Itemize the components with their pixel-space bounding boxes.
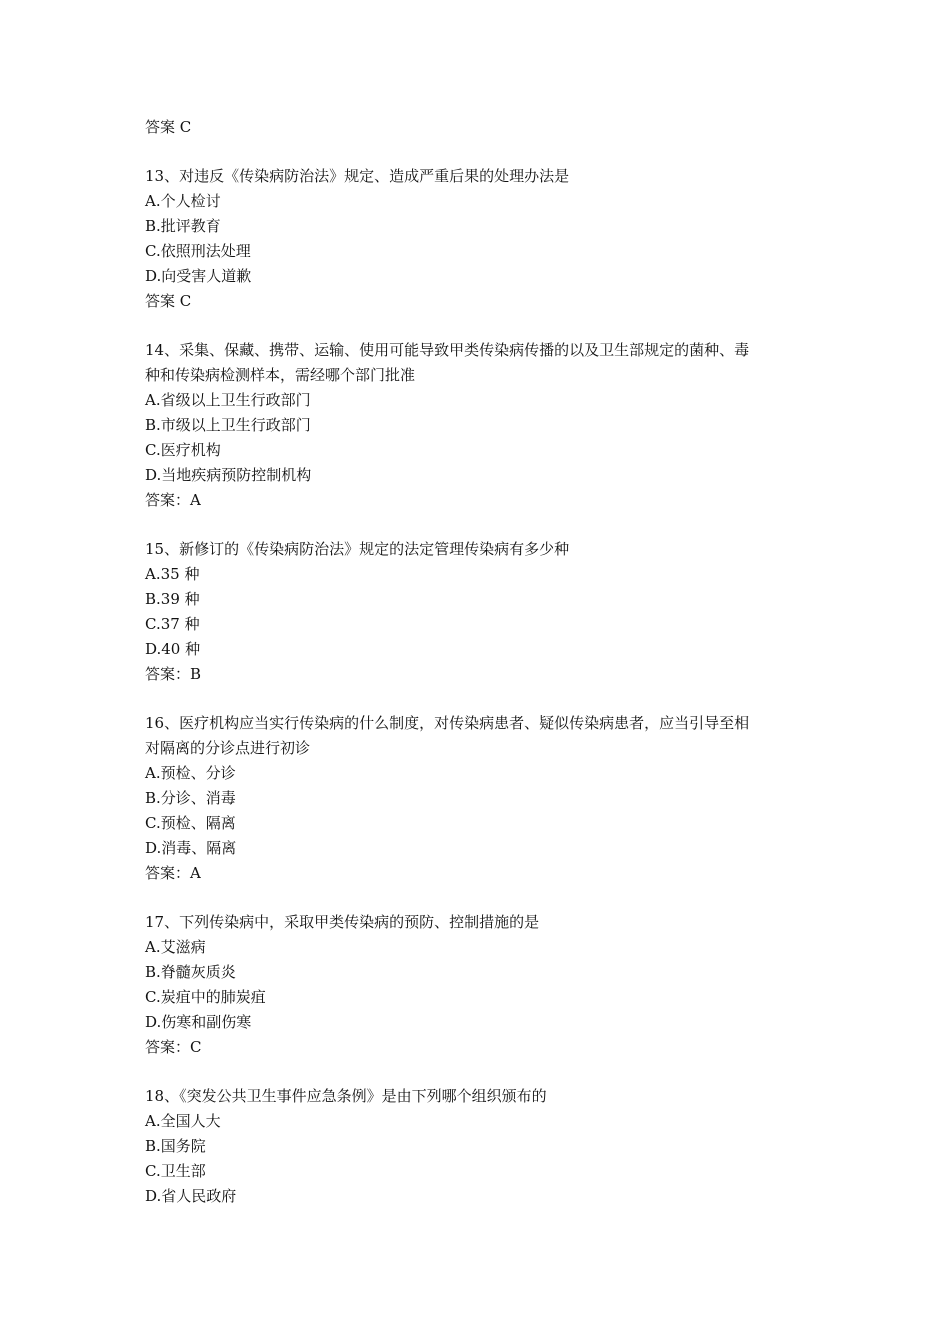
- option-d: D.伤寒和副伤寒: [145, 1013, 252, 1031]
- option-a: A.预检、分诊: [145, 764, 236, 782]
- question-block: [145, 910, 825, 1060]
- option-a: A.省级以上卫生行政部门: [145, 391, 311, 409]
- option-a: A.35 种: [145, 565, 200, 583]
- option-c: C.炭疽中的肺炭疽: [145, 988, 266, 1006]
- option-d: D.消毒、隔离: [145, 839, 237, 857]
- question-text-continued: 种和传染病检测样本，需经哪个部门批准: [145, 366, 416, 384]
- spacer: [145, 314, 825, 338]
- question-text: 13、对违反《传染病防治法》规定、造成严重后果的处理办法是: [145, 167, 570, 185]
- option-d: D.省人民政府: [145, 1187, 237, 1205]
- question-block: [145, 537, 825, 687]
- option-a: A.个人检讨: [145, 192, 221, 210]
- option-b: B.国务院: [145, 1137, 206, 1155]
- option-c: C.卫生部: [145, 1162, 206, 1180]
- option-c: C.预检、隔离: [145, 814, 236, 832]
- option-d: D.40 种: [145, 640, 201, 658]
- question-block: [145, 338, 825, 513]
- spacer: [145, 1060, 825, 1084]
- question-text-continued: 对隔离的分诊点进行初诊: [145, 739, 311, 757]
- answer-line: 答案：A: [145, 491, 201, 509]
- option-b: B.39 种: [145, 590, 200, 608]
- option-c: C.37 种: [145, 615, 200, 633]
- option-d: D.当地疾病预防控制机构: [145, 466, 312, 484]
- option-b: B.脊髓灰质炎: [145, 963, 236, 981]
- option-a: A.全国人大: [145, 1112, 221, 1130]
- spacer: [145, 513, 825, 537]
- answer-line: 答案 C: [145, 118, 192, 136]
- answer-line: 答案：B: [145, 665, 202, 683]
- question-text: 18、《突发公共卫生事件应急条例》是由下列哪个组织颁布的: [145, 1087, 547, 1105]
- question-block: [145, 711, 825, 886]
- answer-line: 答案：C: [145, 1038, 202, 1056]
- question-block: [145, 1084, 825, 1209]
- question-text: 14、采集、保藏、携带、运输、使用可能导致甲类传染病传播的以及卫生部规定的菌种、毒: [145, 341, 750, 359]
- option-c: C.依照刑法处理: [145, 242, 251, 260]
- question-text: 15、新修订的《传染病防治法》规定的法定管理传染病有多少种: [145, 540, 570, 558]
- spacer: [145, 687, 825, 711]
- question-block: [145, 164, 825, 314]
- spacer: [145, 886, 825, 910]
- document-page: [145, 115, 825, 1209]
- option-d: D.向受害人道歉: [145, 267, 252, 285]
- option-b: B.分诊、消毒: [145, 789, 236, 807]
- answer-line: 答案 C: [145, 292, 192, 310]
- option-c: C.医疗机构: [145, 441, 221, 459]
- answer-line: 答案：A: [145, 864, 201, 882]
- question-text: 16、医疗机构应当实行传染病的什么制度，对传染病患者、疑似传染病患者，应当引导至相: [145, 714, 750, 732]
- question-text: 17、下列传染病中，采取甲类传染病的预防、控制措施的是: [145, 913, 540, 931]
- option-a: A.艾滋病: [145, 938, 206, 956]
- option-b: B.批评教育: [145, 217, 221, 235]
- spacer: [145, 140, 825, 164]
- option-b: B.市级以上卫生行政部门: [145, 416, 311, 434]
